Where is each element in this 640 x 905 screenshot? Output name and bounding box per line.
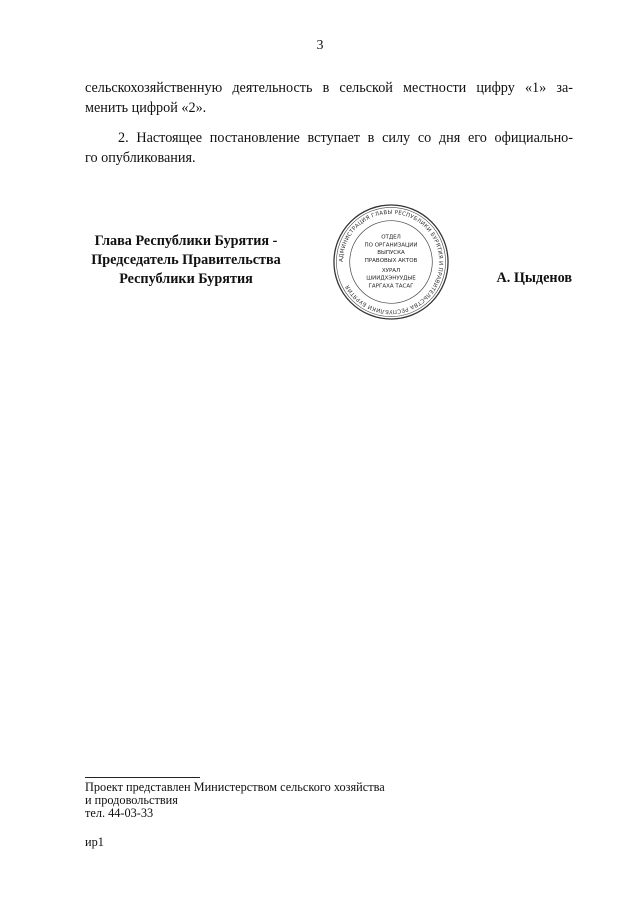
signatory-title-line-1: Глава Республики Бурятия - <box>94 233 278 249</box>
footnote-line-3: тел. 44-03-33 <box>85 806 154 821</box>
seal-line-7: ГАРГАХА ТАСАГ <box>368 283 414 290</box>
document-code: ир1 <box>85 835 104 849</box>
footnote-line-1: Проект представлен Министерством сельского хозяйства <box>85 780 385 794</box>
footnote-divider <box>85 777 200 778</box>
seal-ring-text: АДМИНИСТРАЦИЯ ГЛАВЫ РЕСПУБЛИКИ БУРЯТИЯ И ПРАВИТЕЛЬСТВА РЕСПУБЛИКИ БУРЯТИЯ <box>338 209 444 315</box>
signatory-name: А. Цыденов <box>496 270 572 286</box>
paragraph-1 <box>85 78 573 118</box>
seal-line-5: ХУРАЛ <box>381 267 401 274</box>
paragraph-2-line-2: го опубликования. <box>85 150 196 166</box>
seal-line-3: ВЫПУСКА <box>377 250 405 257</box>
seal-line-4: ПРАВОВЫХ АКТОВ <box>364 258 418 264</box>
paragraph-2 <box>85 128 573 168</box>
signatory-title-line-2: Председатель Правительства <box>91 252 281 268</box>
signatory-title <box>82 232 290 289</box>
paragraph-1-line-2: менить цифрой «2». <box>85 100 207 116</box>
paragraph-1-line-1: сельскохозяйственную деятельность в сельской местности цифру «1» за- <box>85 80 573 96</box>
seal-line-2: ПО ОРГАНИЗАЦИИ <box>364 242 418 249</box>
footnote-line-2: и продовольствия <box>85 793 178 808</box>
page-number: 3 <box>316 38 324 53</box>
paragraph-2-line-1: 2. Настоящее постановление вступает в силу со дня его официально- <box>118 130 573 146</box>
footnote <box>85 781 385 821</box>
official-seal <box>332 203 450 321</box>
seal-line-6: ШИИДХЭНУУДЫЕ <box>366 275 416 282</box>
seal-line-1: ОТДЕЛ <box>381 234 401 241</box>
signatory-title-line-3: Республики Бурятия <box>119 271 253 287</box>
